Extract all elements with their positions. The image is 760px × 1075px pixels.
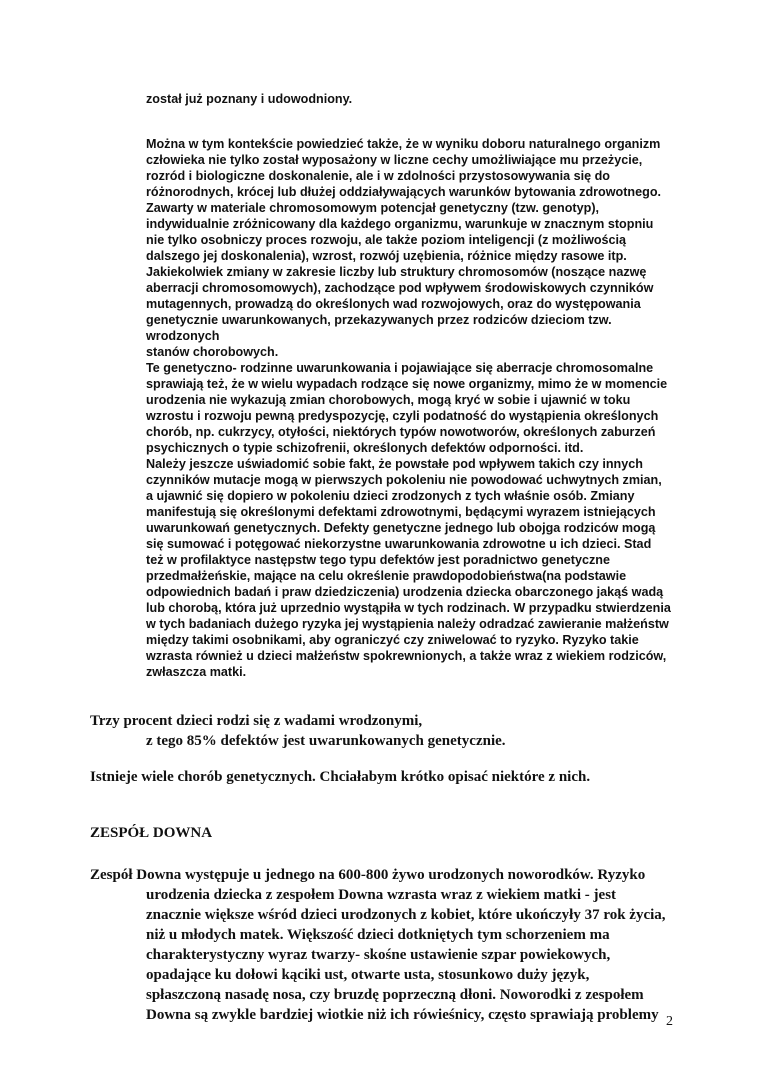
diseases-intro: Istnieje wiele chorób genetycznych. Chciałabym krótko opisać niektóre z nich. bbox=[90, 769, 591, 785]
paragraph-line: a ujawnić się dopiero w pokoleniu dzieci zrodzonych z tych właśnie osób. Zmiany bbox=[146, 489, 635, 503]
paragraph-line: Jakiekolwiek zmiany w zakresie liczby lub struktury chromosomów (noszące nazwę bbox=[146, 265, 647, 279]
down-paragraph-line: spłaszczoną nasadę nosa, czy bruzdę poprzeczną dłoni. Noworodki z zespołem bbox=[146, 987, 644, 1003]
paragraph-line: zwłaszcza matki. bbox=[146, 665, 247, 679]
down-paragraph-line: niż u młodych matek. Większość dzieci dotkniętych tym schorzeniem ma bbox=[146, 927, 610, 943]
down-paragraph-line: Downa są zwykle bardziej wiotkie niż ich rówieśnicy, często sprawiają problemy bbox=[146, 1007, 659, 1023]
paragraph-line: wrodzonych bbox=[146, 329, 220, 343]
down-paragraph-line: charakterystyczny wyraz twarzy- skośne ustawienie szpar powiekowych, bbox=[146, 947, 611, 963]
down-paragraph-line: znacznie większe wśród dzieci urodzonych z kobiet, które ukończyły 37 rok życia, bbox=[146, 907, 666, 923]
paragraph-line: uwarunkowań genetycznych. Defekty genetyczne jednego lub obojga rodziców mogą bbox=[146, 521, 656, 535]
paragraph-line: odpowiednich badań i praw dziedziczenia) urodzenia dziecka obarczonego jakąś wadą bbox=[146, 585, 664, 599]
paragraph-line: czynników mutacje mogą w pierwszych pokoleniu nie powodować uchwytnych zmian, bbox=[146, 473, 662, 487]
paragraph-line: rozród i biologiczne doskonalenie, ale i w zdolności przystosowywania się do bbox=[146, 169, 610, 183]
paragraph-line: stanów chorobowych. bbox=[146, 345, 279, 359]
paragraph-line: przedmałżeńskie, mające na celu określenie prawdopodobieństwa(na podstawie bbox=[146, 569, 627, 583]
down-paragraph-line: opadające ku dołowi kąciki ust, otwarte usta, stosunkowo duży język, bbox=[146, 967, 590, 983]
paragraph-line: genetycznie uwarunkowanych, przekazywanych przez rodziców dzieciom tzw. bbox=[146, 313, 612, 327]
page-number: 2 bbox=[666, 1014, 673, 1029]
paragraph-line: mutagennych, prowadzą do określonych wad rozwojowych, oraz do występowania bbox=[146, 297, 641, 311]
paragraph-line: manifestują się określonymi defektami zdrowotnymi, będącymi wyrazem istniejących bbox=[146, 505, 656, 519]
paragraph-line: lub chorobą, która już uprzednio wystąpiła w tych rodzinach. W przypadku stwierdzenia bbox=[146, 601, 671, 615]
paragraph-line: psychicznych o typie schizofrenii, określonych defektów odporności. itd. bbox=[146, 441, 584, 455]
paragraph-line: wzrostu i rozwoju pewną predyspozycję, czyli podatność do wystąpienia określonych bbox=[146, 409, 659, 423]
paragraph-line: człowieka nie tylko został wyposażony w liczne cechy umożliwiające mu przeżycie, bbox=[146, 153, 643, 167]
paragraph-line: Te genetyczno- rodzinne uwarunkowania i pojawiające się aberracje chromosomalne bbox=[146, 361, 654, 375]
paragraph-line: urodzenia nie wykazują zmian chorobowych, mogą kryć w sobie i ujawnić w toku bbox=[146, 393, 631, 407]
section-heading: ZESPÓŁ DOWNA bbox=[90, 825, 213, 841]
paragraph-line: wzrasta również u dzieci małżeństw spokrewnionych, a także wraz z wiekiem rodziców, bbox=[146, 649, 667, 663]
paragraph-line: chorób, np. cukrzycy, otyłości, niektórych typów nowotworów, określonych zaburzeń bbox=[146, 425, 656, 439]
paragraph-line: sprawiają też, że w wielu wypadach rodzące się nowe organizmy, mimo że w momencie bbox=[146, 377, 668, 391]
paragraph-line: aberracji chromosomowych), zachodzące pod wpływem środowiskowych czynników bbox=[146, 281, 654, 295]
paragraph-line: Można w tym kontekście powiedzieć także, że w wyniku doboru naturalnego organizm bbox=[146, 137, 661, 151]
paragraph-line: Zawarty w materiale chromosomowym potencjał genetyczny (tzw. genotyp), bbox=[146, 201, 600, 215]
paragraph-line: się sumować i potęgować niekorzystne uwarunkowania zdrowotne u ich dzieci. Stad bbox=[146, 537, 652, 551]
stat-line-2: z tego 85% defektów jest uwarunkowanych genetycznie. bbox=[146, 733, 506, 749]
stat-line-1: Trzy procent dzieci rodzi się z wadami wrodzonymi, bbox=[90, 713, 423, 729]
paragraph-line: nie tylko osobniczy proces rozwoju, ale także poziom inteligencji (z możliwością bbox=[146, 233, 627, 247]
paragraph-line: indywidualnie zróżnicowany dla każdego organizmu, warunkuje w znacznym stopniu bbox=[146, 217, 654, 231]
paragraph-line: dalszego jej doskonalenia), wzrost, rozwój uzębienia, różnice między rasowe itp. bbox=[146, 249, 627, 263]
down-paragraph-line: urodzenia dziecka z zespołem Downa wzrasta wraz z wiekiem matki - jest bbox=[146, 887, 617, 903]
paragraph-line: różnorodnych, krócej lub dłużej oddziaływających warunków bytowania zdrowotnego. bbox=[146, 185, 662, 199]
paragraph-line: też w profilaktyce następstw tego typu defektów jest poradnictwo genetyczne bbox=[146, 553, 610, 567]
intro-line: został już poznany i udowodniony. bbox=[146, 92, 353, 106]
paragraph-line: w tych badaniach dużego ryzyka jej wystąpienia należy odradzać zawieranie małżeństw bbox=[146, 617, 669, 631]
paragraph-line: Należy jeszcze uświadomić sobie fakt, że powstałe pod wpływem takich czy innych bbox=[146, 457, 643, 471]
down-paragraph-line: Zespół Downa występuje u jednego na 600-800 żywo urodzonych noworodków. Ryzyko bbox=[90, 867, 646, 883]
paragraph-line: między takimi osobnikami, aby ograniczyć czy zniwelować to ryzyko. Ryzyko takie bbox=[146, 633, 639, 647]
